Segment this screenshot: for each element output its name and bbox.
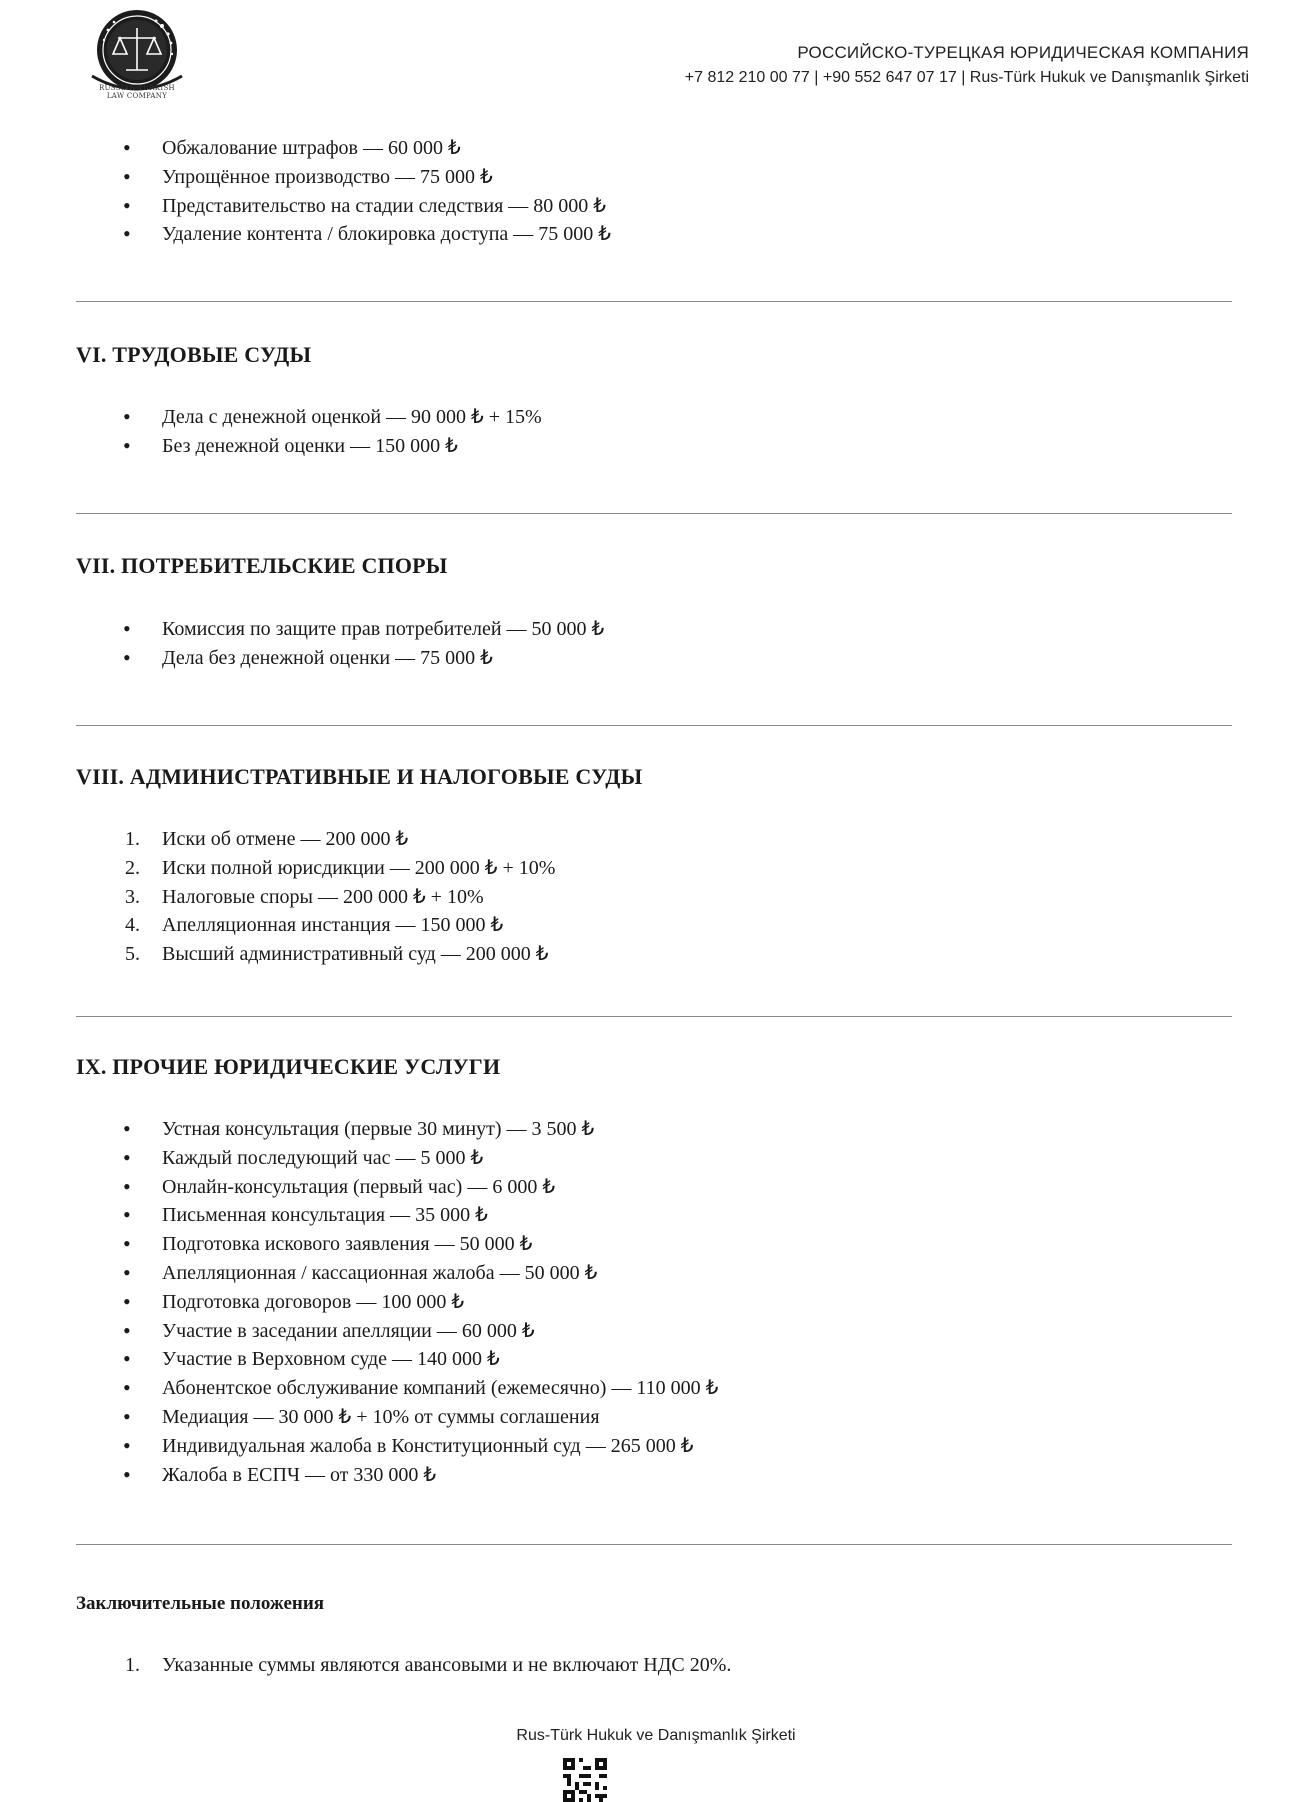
section-divider xyxy=(76,1016,1232,1017)
list-item: • Медиация — 30 000 ₺ + 10% от суммы соглашения xyxy=(118,1403,718,1432)
list-item: • Представительство на стадии следствия — 80 000 ₺ xyxy=(118,192,611,221)
list-item: • Жалоба в ЕСПЧ — от 330 000 ₺ xyxy=(118,1461,718,1490)
list-item: • Упрощённое производство — 75 000 ₺ xyxy=(118,163,611,192)
qr-code-icon xyxy=(563,1758,607,1802)
section-divider xyxy=(76,1544,1232,1545)
section-divider xyxy=(76,725,1232,726)
labor-list xyxy=(118,403,542,461)
list-item: • Онлайн-консультация (первый час) — 6 000 ₺ xyxy=(118,1173,718,1202)
section-divider xyxy=(76,301,1232,302)
list-item: 3. Налоговые споры — 200 000 ₺ + 10% xyxy=(125,885,484,908)
section-title-other: IX. ПРОЧИЕ ЮРИДИЧЕСКИЕ УСЛУГИ xyxy=(76,1054,501,1079)
final-list xyxy=(118,1651,731,1680)
list-item: • Без денежной оценки — 150 000 ₺ xyxy=(118,432,542,461)
section-title-final: Заключительные положения xyxy=(76,1593,325,1614)
other-services-list xyxy=(118,1115,718,1489)
list-item: • Комиссия по защите прав потребителей — 50 000 ₺ xyxy=(118,615,604,644)
list-item: 2. Иски полной юрисдикции — 200 000 ₺ + 10% xyxy=(125,856,556,879)
list-item: 1. Указанные суммы являются авансовыми и не включают НДС 20%. xyxy=(125,1654,732,1676)
consumer-list xyxy=(118,615,604,673)
contact-line: +7 812 210 00 77 | +90 552 647 07 17 | Rus-Türk Hukuk ve Danışmanlık Şirketi xyxy=(684,69,1249,86)
admin-list xyxy=(118,825,555,969)
section-title-consumer: VII. ПОТРЕБИТЕЛЬСКИЕ СПОРЫ xyxy=(76,553,448,578)
top-list xyxy=(118,134,611,249)
list-item: • Подготовка договоров — 100 000 ₺ xyxy=(118,1288,718,1317)
list-item: • Дела без денежной оценки — 75 000 ₺ xyxy=(118,644,604,673)
logo-caption: RUSSIAN-TURKISH LAW COMPANY xyxy=(99,84,175,100)
footer-company: Rus-Türk Hukuk ve Danışmanlık Şirketi xyxy=(516,1727,796,1744)
list-item: • Обжалование штрафов — 60 000 ₺ xyxy=(118,134,611,163)
list-item: • Абонентское обслуживание компаний (ежемесячно) — 110 000 ₺ xyxy=(118,1374,718,1403)
section-divider xyxy=(76,513,1232,514)
section-title-labor: VI. ТРУДОВЫЕ СУДЫ xyxy=(76,342,312,367)
list-item: • Апелляционная / кассационная жалоба — 50 000 ₺ xyxy=(118,1259,718,1288)
list-item: • Устная консультация (первые 30 минут) — 3 500 ₺ xyxy=(118,1115,718,1144)
list-item: 4. Апелляционная инстанция — 150 000 ₺ xyxy=(125,914,504,937)
list-item: • Дела с денежной оценкой — 90 000 ₺ + 15% xyxy=(118,403,542,432)
list-item: • Удаление контента / блокировка доступа — 75 000 ₺ xyxy=(118,220,611,249)
section-title-admin: VIII. АДМИНИСТРАТИВНЫЕ И НАЛОГОВЫЕ СУДЫ xyxy=(76,764,643,789)
list-item: 1. Иски об отмене — 200 000 ₺ xyxy=(125,828,409,850)
list-item: • Участие в Верховном суде — 140 000 ₺ xyxy=(118,1345,718,1374)
company-name: РОССИЙСКО-ТУРЕЦКАЯ ЮРИДИЧЕСКАЯ КОМПАНИЯ xyxy=(797,43,1249,62)
list-item: • Подготовка искового заявления — 50 000 ₺ xyxy=(118,1230,718,1259)
list-item: 5. Высший административный суд — 200 000 ₺ xyxy=(125,943,549,966)
header-info xyxy=(685,42,1249,89)
list-item: • Каждый последующий час — 5 000 ₺ xyxy=(118,1144,718,1173)
list-item: • Письменная консультация — 35 000 ₺ xyxy=(118,1201,718,1230)
list-item: • Участие в заседании апелляции — 60 000 ₺ xyxy=(118,1317,718,1346)
list-item: • Индивидуальная жалоба в Конституционный суд — 265 000 ₺ xyxy=(118,1432,718,1461)
